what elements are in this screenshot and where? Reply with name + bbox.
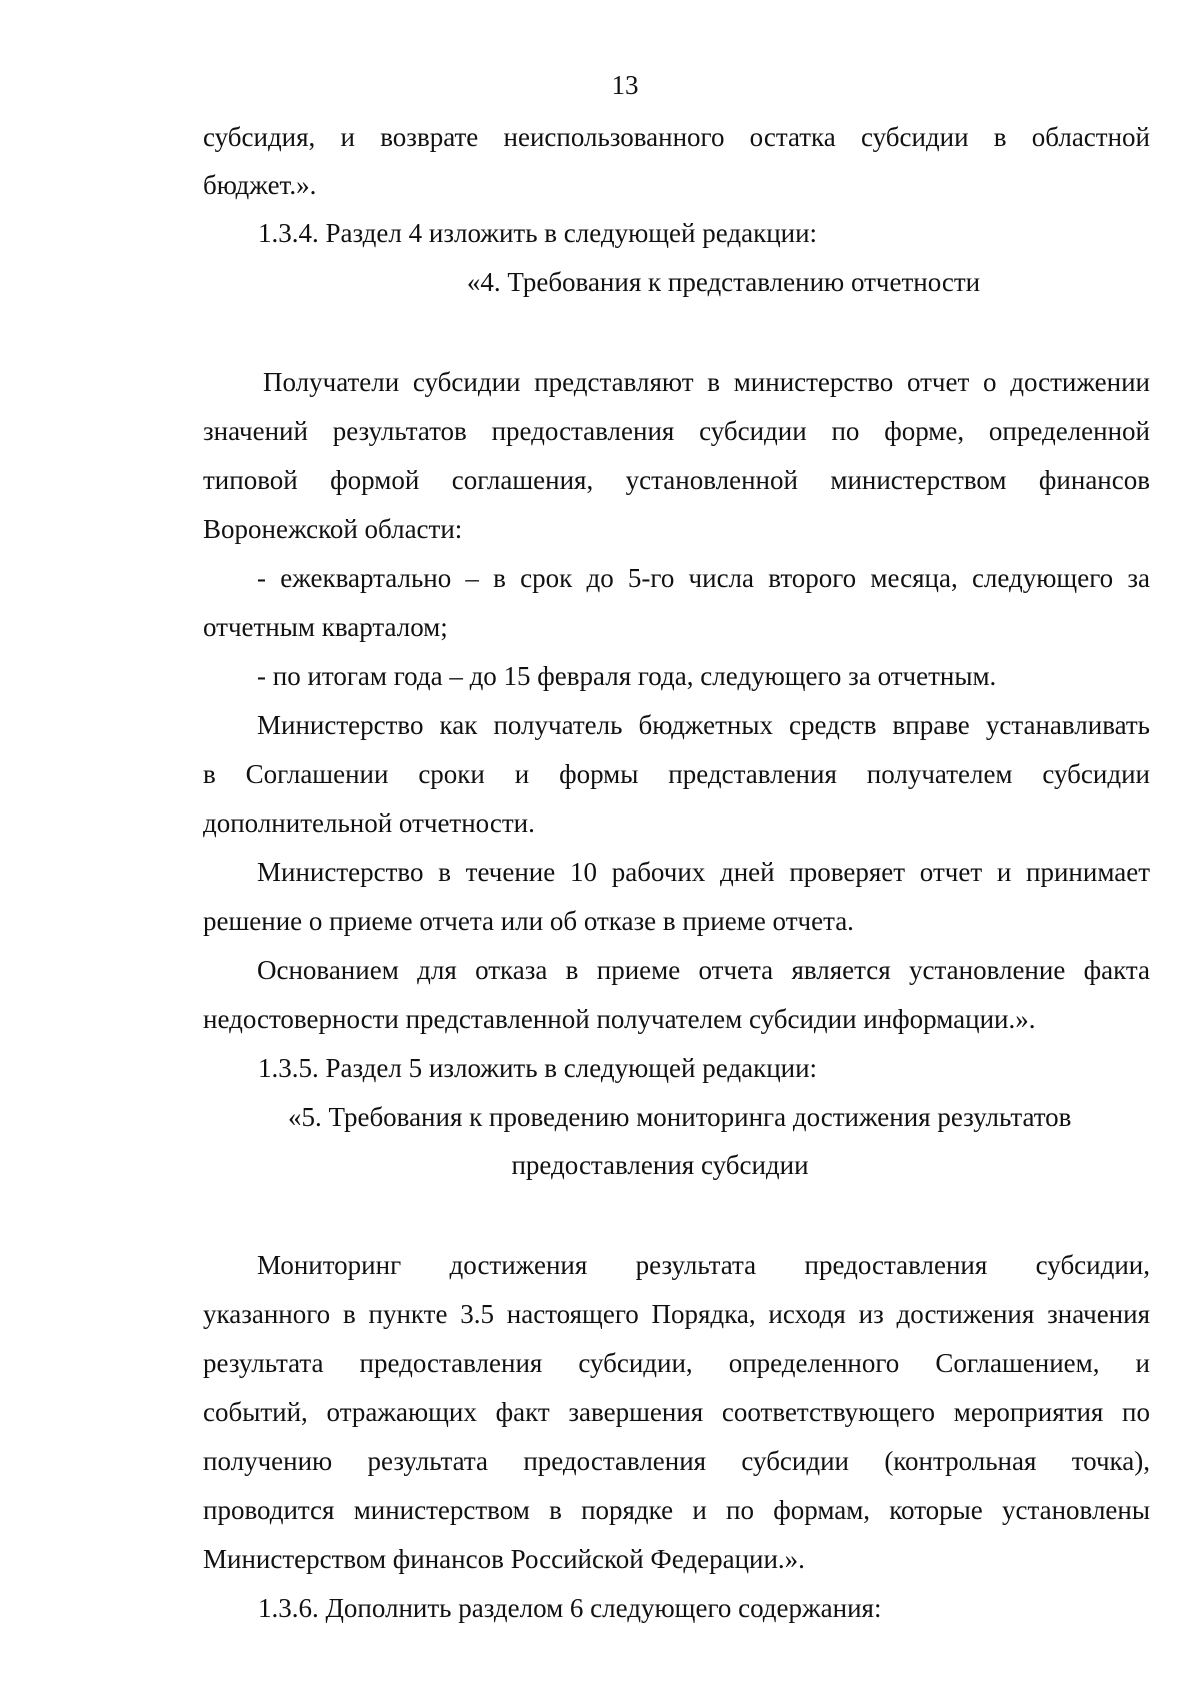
body-line: Получатели субсидии представляют в министерство отчет о достижении xyxy=(263,367,1150,397)
body-line: типовой формой соглашения, установленной министерством финансов xyxy=(203,465,1150,495)
section-5-title: «5. Требования к проведению мониторинга достижения результатов xyxy=(288,1102,1072,1132)
clause-1-3-5: 1.3.5. Раздел 5 изложить в следующей редакции: xyxy=(258,1053,818,1083)
body-line: Основанием для отказа в приеме отчета является установление факта xyxy=(257,955,1150,985)
list-item: - ежеквартально – в срок до 5-го числа второго месяца, следующего за xyxy=(257,563,1150,593)
body-line: бюджет.». xyxy=(203,170,317,200)
body-line: Министерство в течение 10 рабочих дней проверяет отчет и принимает xyxy=(257,857,1150,887)
body-line: субсидия, и возврате неиспользованного остатка субсидии в областной xyxy=(203,122,1150,152)
body-line: значений результатов предоставления субсидии по форме, определенной xyxy=(203,416,1150,446)
clause-1-3-4: 1.3.4. Раздел 4 изложить в следующей редакции: xyxy=(258,218,818,248)
body-line: Министерством финансов Российской Федерации.». xyxy=(203,1544,805,1574)
list-item: отчетным кварталом; xyxy=(203,612,448,642)
list-item: - по итогам года – до 15 февраля года, следующего за отчетным. xyxy=(257,661,997,691)
body-line: решение о приеме отчета или об отказе в приеме отчета. xyxy=(203,906,854,936)
page-number: 13 xyxy=(611,70,639,100)
body-line: результата предоставления субсидии, определенного Соглашением, и xyxy=(203,1348,1150,1378)
body-line: получению результата предоставления субсидии (контрольная точка), xyxy=(203,1446,1150,1476)
clause-1-3-6: 1.3.6. Дополнить разделом 6 следующего содержания: xyxy=(258,1593,882,1623)
section-4-title: «4. Требования к представлению отчетности xyxy=(466,267,981,297)
body-line: проводится министерством в порядке и по формам, которые установлены xyxy=(203,1495,1150,1525)
body-line: указанного в пункте 3.5 настоящего Порядка, исходя из достижения значения xyxy=(203,1299,1150,1329)
body-line: в Соглашении сроки и формы представления получателем субсидии xyxy=(203,759,1150,789)
section-5-title: предоставления субсидии xyxy=(511,1150,809,1180)
body-line: Министерство как получатель бюджетных средств вправе устанавливать xyxy=(257,710,1150,740)
body-line: недостоверности представленной получателем субсидии информации.». xyxy=(203,1004,1036,1034)
body-line: Мониторинг достижения результата предоставления субсидии, xyxy=(257,1250,1150,1280)
body-line: дополнительной отчетности. xyxy=(203,808,535,838)
body-line: Воронежской области: xyxy=(203,514,463,544)
body-line: событий, отражающих факт завершения соответствующего мероприятия по xyxy=(203,1397,1150,1427)
